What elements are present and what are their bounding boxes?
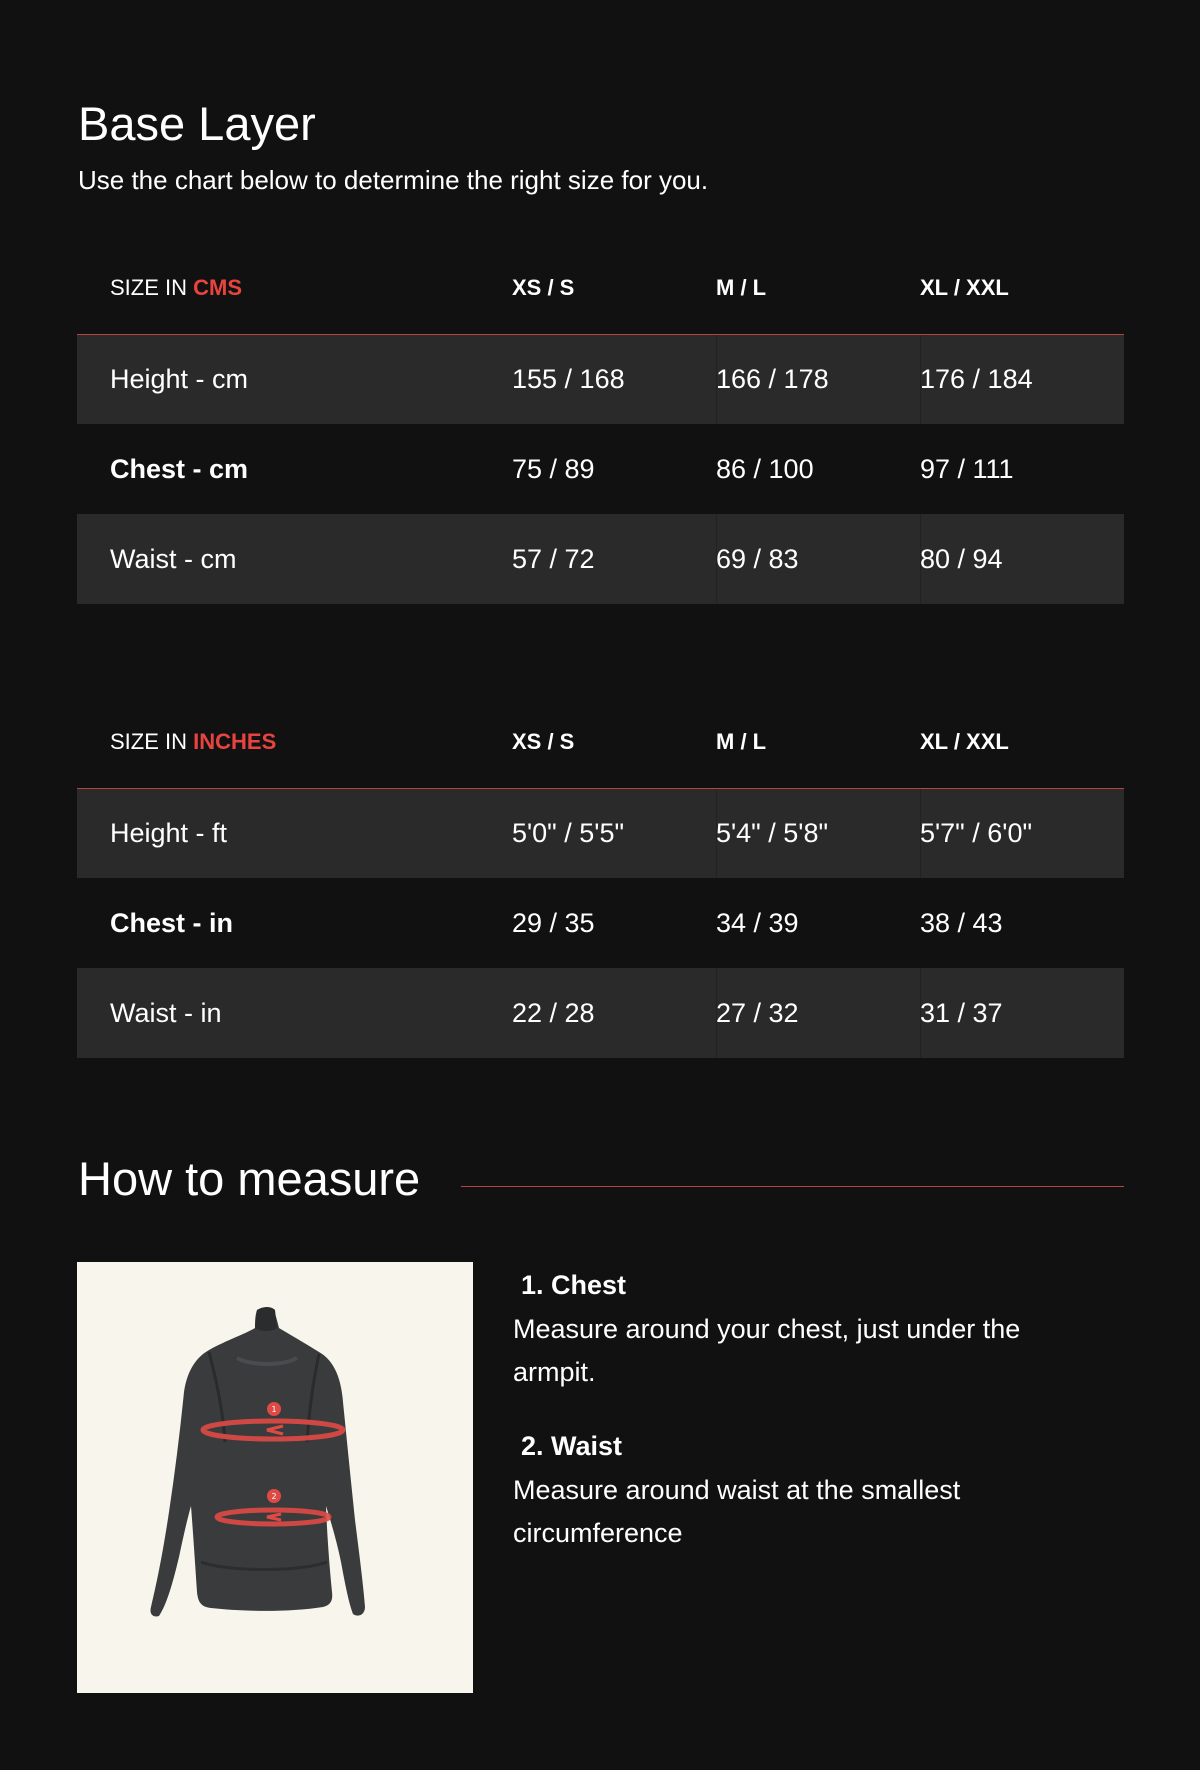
table-cell: 34 / 39 [716,907,799,938]
table-cell: 166 / 178 [716,334,920,424]
size-table-cms [77,238,1124,604]
waist-marker-label: 2 [271,1492,277,1501]
table-cell: 75 / 89 [512,453,595,484]
table-cell: 86 / 100 [716,453,814,484]
table-row-waist [77,514,1124,604]
unit-label-accent: CMS [193,274,243,300]
table-cell: 5'7" / 6'0" [920,788,1124,878]
section-divider [461,1186,1124,1187]
size-table-inches [77,692,1124,1058]
table-cell: 57 / 72 [512,543,595,574]
base-layer-shirt-measure-icon [77,1262,473,1693]
table-cell: 29 / 35 [512,907,595,938]
table-cell: 22 / 28 [512,997,595,1028]
row-label: Waist - in [110,997,222,1028]
table-row-chest [77,424,1124,514]
collar-shape [255,1307,277,1331]
column-header-xl-xxl: XL / XXL [920,238,1124,334]
table-header-row [77,238,1124,334]
table-cell: 155 / 168 [512,363,625,394]
step-text: Measure around waist at the smallest circumference [513,1475,961,1548]
table-cell: 27 / 32 [716,968,920,1058]
measurement-figure [77,1262,473,1693]
step-text: Measure around your chest, just under the armpit. [513,1314,1021,1387]
row-label: Chest - in [110,907,234,938]
column-header-xs-s: XS / S [512,692,716,788]
table-unit-label [77,238,512,334]
table-header-row [77,692,1124,788]
row-label: Height - cm [110,363,249,394]
table-row-height [77,334,1124,424]
table-cell: 80 / 94 [920,514,1124,604]
step-title: 2. Waist [521,1431,623,1461]
table-cell: 69 / 83 [716,514,920,604]
table-cell: 5'4" / 5'8" [716,788,920,878]
table-cell: 38 / 43 [920,907,1003,938]
chest-marker-label: 1 [271,1405,277,1414]
unit-label-prefix: SIZE IN [110,728,194,754]
page-subtitle: Use the chart below to determine the right size for you. [78,165,709,195]
column-header-m-l: M / L [716,238,920,334]
unit-label-prefix: SIZE IN [110,274,194,300]
column-header-m-l: M / L [716,692,920,788]
table-row-height [77,788,1124,878]
measure-section-title: How to measure [78,1152,421,1205]
table-row-waist [77,968,1124,1058]
measure-step-chest [513,1266,1073,1394]
table-cell: 97 / 111 [920,453,1014,484]
column-header-xl-xxl: XL / XXL [920,692,1124,788]
page-title: Base Layer [78,97,316,150]
column-header-xs-s: XS / S [512,238,716,334]
unit-label-accent: INCHES [193,728,277,754]
step-title: 1. Chest [521,1270,627,1300]
table-cell: 176 / 184 [920,334,1124,424]
measure-step-waist [513,1427,1073,1555]
row-label: Height - ft [110,817,228,848]
table-cell: 5'0" / 5'5" [512,817,625,848]
row-label: Chest - cm [110,453,249,484]
table-unit-label [77,692,512,788]
row-label: Waist - cm [110,543,237,574]
table-cell: 31 / 37 [920,968,1124,1058]
table-row-chest [77,878,1124,968]
